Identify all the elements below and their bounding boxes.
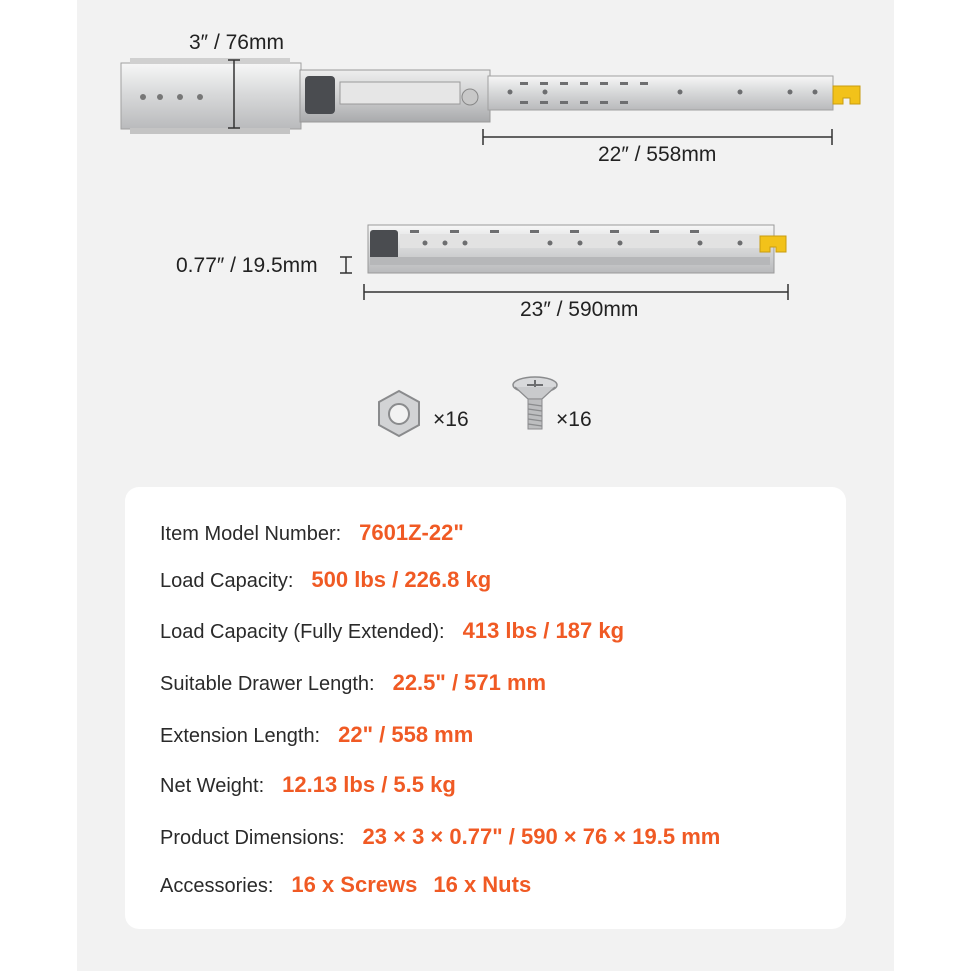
spec-value: 7601Z-22" xyxy=(359,520,464,545)
spec-row-drawer-length xyxy=(160,670,546,696)
spec-row-accessories xyxy=(160,872,531,898)
spec-row-extension-length xyxy=(160,722,473,748)
spec-label: Suitable Drawer Length: xyxy=(160,673,375,695)
spec-row-model xyxy=(160,520,464,546)
spec-label: Net Weight: xyxy=(160,775,265,797)
specifications-card xyxy=(125,487,846,929)
spec-value: 22.5" / 571 mm xyxy=(392,670,547,695)
spec-row-net-weight xyxy=(160,772,456,798)
extension-dimension-label: 22″ / 558mm xyxy=(598,143,717,166)
spec-value: 500 lbs / 226.8 kg xyxy=(311,567,492,592)
spec-row-load-capacity-extended xyxy=(160,618,624,644)
nut-count: ×16 xyxy=(433,408,469,431)
spec-value: 413 lbs / 187 kg xyxy=(462,618,625,643)
spec-label: Extension Length: xyxy=(160,725,321,747)
screw-count: ×16 xyxy=(556,408,592,431)
spec-value-secondary: 16 x Nuts xyxy=(433,872,532,897)
thickness-dimension-label: 0.77″ / 19.5mm xyxy=(176,254,318,277)
spec-value: 23 × 3 × 0.77" / 590 × 76 × 19.5 mm xyxy=(362,824,721,849)
height-dimension-label: 3″ / 76mm xyxy=(189,31,284,54)
spec-label: Accessories: xyxy=(160,875,274,897)
spec-label: Load Capacity (Fully Extended): xyxy=(160,621,445,643)
spec-value: 12.13 lbs / 5.5 kg xyxy=(282,772,456,797)
spec-label: Product Dimensions: xyxy=(160,827,345,849)
closed-slide-image xyxy=(0,210,970,330)
length-dimension-label: 23″ / 590mm xyxy=(520,298,639,321)
hex-nut-icon xyxy=(374,389,424,439)
spec-label: Load Capacity: xyxy=(160,570,294,592)
extended-slide-image xyxy=(0,0,970,200)
spec-row-load-capacity xyxy=(160,567,491,593)
screw-icon xyxy=(510,375,560,435)
spec-value: 22" / 558 mm xyxy=(338,722,474,747)
spec-value: 16 x Screws xyxy=(291,872,418,897)
spec-row-dimensions xyxy=(160,824,720,850)
spec-label: Item Model Number: xyxy=(160,523,342,545)
